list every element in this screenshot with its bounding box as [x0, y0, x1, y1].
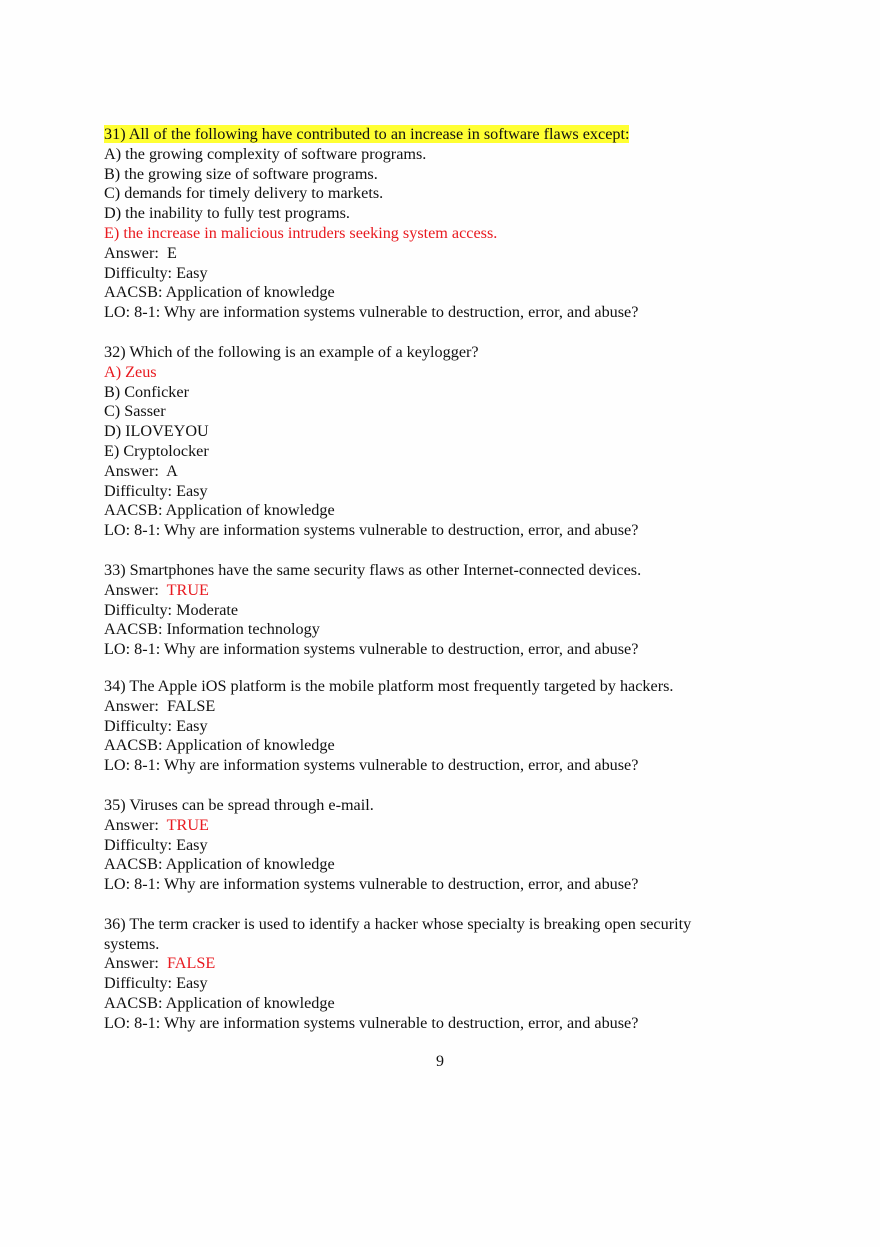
question-34 — [104, 677, 784, 776]
answer-line — [104, 581, 784, 601]
question-35-text: 35) Viruses can be spread through e-mail. — [104, 795, 374, 814]
answer-label: Answer: — [104, 954, 159, 973]
difficulty-line: Difficulty: Easy — [104, 974, 208, 993]
option-e-correct: E) the increase in malicious intruders seeking system access. — [104, 223, 498, 242]
question-36-text: 36) The term cracker is used to identify a hacker whose specialty is breaking open security systems. — [104, 914, 692, 953]
question-36 — [104, 915, 784, 1034]
option-b: B) Conficker — [104, 382, 189, 401]
answer-label: Answer: — [104, 815, 159, 834]
question-33-text: 33) Smartphones have the same security flaws as other Internet-connected devices. — [104, 560, 642, 579]
answer-value: FALSE — [166, 954, 216, 973]
lo-line: LO: 8-1: Why are information systems vulnerable to destruction, error, and abuse? — [104, 303, 639, 322]
highlighted-question-text: 31) All of the following have contributed to an increase in software flaws except: — [104, 125, 630, 143]
answer-value: TRUE — [166, 815, 209, 834]
answer-value: E — [166, 243, 177, 262]
spacer — [104, 323, 784, 343]
answer-value: A — [166, 461, 178, 480]
lo-line: LO: 8-1: Why are information systems vulnerable to destruction, error, and abuse? — [104, 875, 639, 894]
answer-line — [104, 954, 784, 974]
answer-label: Answer: — [104, 243, 159, 262]
question-31 — [104, 125, 784, 323]
question-33 — [104, 561, 784, 660]
question-35 — [104, 796, 784, 895]
lo-line: LO: 8-1: Why are information systems vulnerable to destruction, error, and abuse? — [104, 756, 639, 775]
spacer — [104, 776, 784, 796]
difficulty-line: Difficulty: Easy — [104, 716, 208, 735]
spacer — [104, 895, 784, 915]
aacsb-line: AACSB: Information technology — [104, 620, 320, 639]
aacsb-line: AACSB: Application of knowledge — [104, 855, 335, 874]
lo-line: LO: 8-1: Why are information systems vulnerable to destruction, error, and abuse? — [104, 640, 639, 659]
lo-line: LO: 8-1: Why are information systems vulnerable to destruction, error, and abuse? — [104, 521, 639, 540]
option-e: E) Cryptolocker — [104, 441, 209, 460]
option-c: C) Sasser — [104, 402, 166, 421]
answer-value: TRUE — [166, 580, 209, 599]
answer-label: Answer: — [104, 580, 159, 599]
answer-label: Answer: — [104, 461, 159, 480]
question-list — [104, 125, 784, 1034]
option-d: D) the inability to fully test programs. — [104, 204, 350, 223]
question-32 — [104, 343, 784, 541]
option-a: A) the growing complexity of software programs. — [104, 144, 427, 163]
answer-label: Answer: — [104, 696, 159, 715]
question-34-text: 34) The Apple iOS platform is the mobile platform most frequently targeted by hackers. — [104, 676, 674, 695]
difficulty-line: Difficulty: Easy — [104, 263, 208, 282]
answer-line — [104, 244, 784, 264]
answer-line — [104, 462, 784, 482]
aacsb-line: AACSB: Application of knowledge — [104, 501, 335, 520]
aacsb-line: AACSB: Application of knowledge — [104, 736, 335, 755]
answer-line — [104, 816, 784, 836]
option-c: C) demands for timely delivery to markets. — [104, 184, 384, 203]
answer-value: FALSE — [166, 696, 216, 715]
option-d: D) ILOVEYOU — [104, 422, 209, 441]
difficulty-line: Difficulty: Easy — [104, 481, 208, 500]
difficulty-line: Difficulty: Easy — [104, 835, 208, 854]
option-a-correct: A) Zeus — [104, 362, 157, 381]
spacer — [104, 660, 784, 677]
spacer — [104, 541, 784, 561]
answer-line — [104, 697, 784, 717]
aacsb-line: AACSB: Application of knowledge — [104, 994, 335, 1013]
option-b: B) the growing size of software programs. — [104, 164, 378, 183]
aacsb-line: AACSB: Application of knowledge — [104, 283, 335, 302]
question-32-text: 32) Which of the following is an example of a keylogger? — [104, 342, 479, 361]
lo-line: LO: 8-1: Why are information systems vulnerable to destruction, error, and abuse? — [104, 1013, 639, 1032]
page-number: 9 — [436, 1053, 444, 1070]
question-31-text — [104, 125, 784, 145]
difficulty-line: Difficulty: Moderate — [104, 600, 239, 619]
